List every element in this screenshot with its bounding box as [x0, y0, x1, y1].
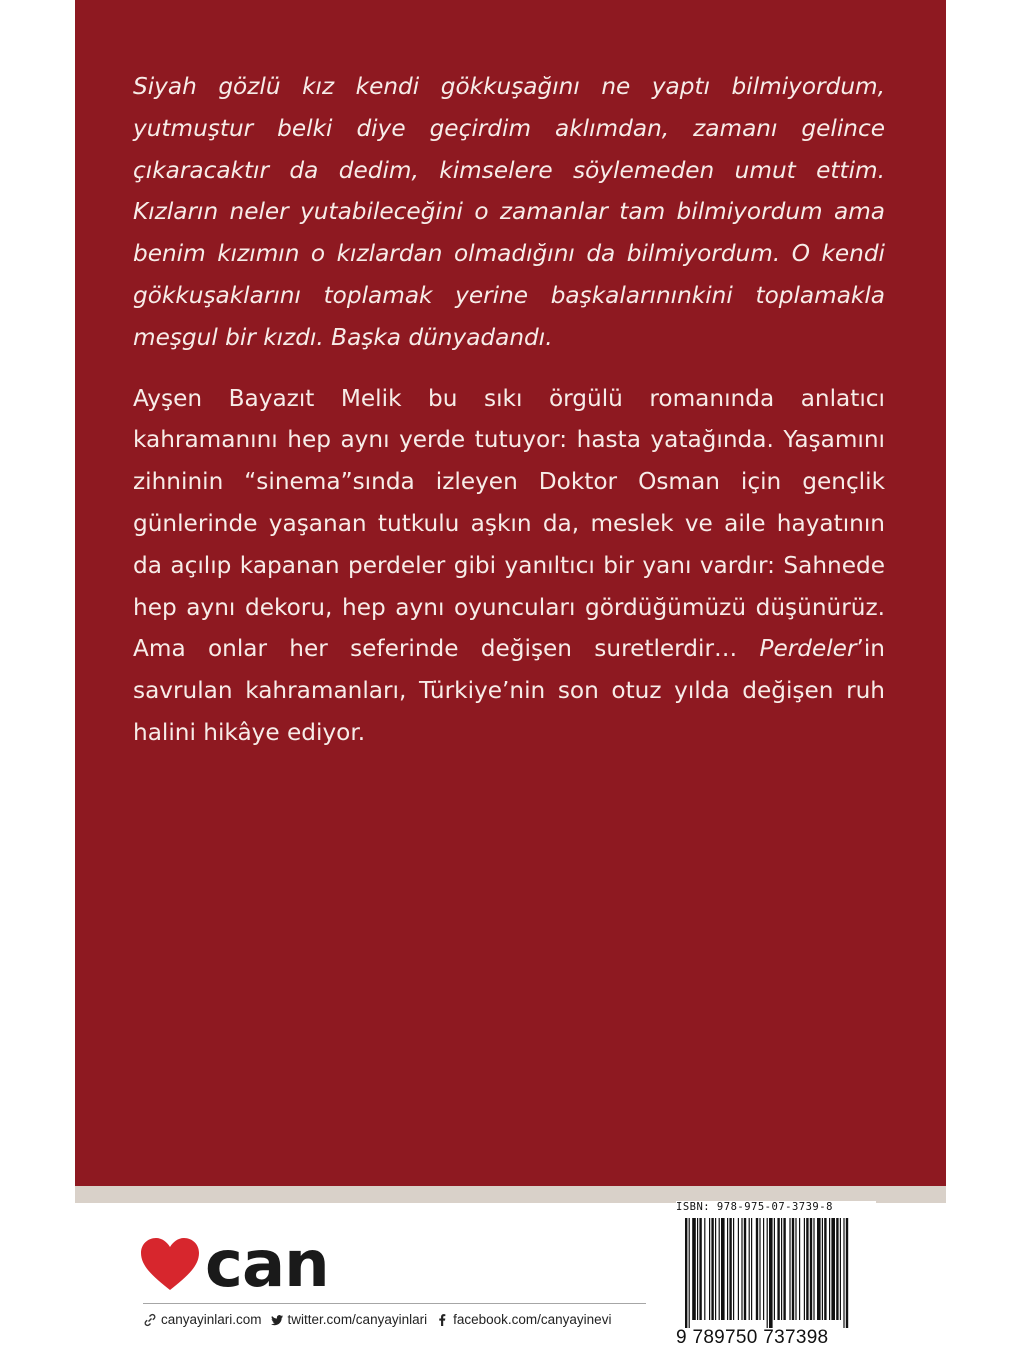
twitter-icon [270, 1313, 284, 1327]
twitter-text: twitter.com/canyayinlari [287, 1312, 428, 1327]
barcode-bar [831, 1218, 835, 1320]
barcode-bar [813, 1218, 814, 1320]
barcode-bar [756, 1218, 758, 1320]
facebook-icon [435, 1313, 449, 1327]
barcode-bar [781, 1218, 782, 1320]
barcode-bar [792, 1218, 794, 1320]
website-link[interactable] [143, 1312, 262, 1327]
barcode-bar [704, 1218, 705, 1320]
barcode-bar [689, 1218, 690, 1328]
barcode-bar [843, 1218, 844, 1328]
website-text: canyayinlari.com [161, 1312, 262, 1327]
barcode-bar [840, 1218, 841, 1320]
barcode-bar [769, 1218, 773, 1328]
barcode-bar [829, 1218, 830, 1320]
barcode-bar [727, 1218, 728, 1320]
barcode-bar [810, 1218, 812, 1320]
blurb-description-paragraph [133, 378, 885, 754]
facebook-link[interactable] [435, 1312, 611, 1327]
barcode-bar [749, 1218, 750, 1320]
barcode-bar [777, 1218, 779, 1320]
barcode-bar [836, 1218, 838, 1320]
barcode-bar [763, 1218, 764, 1320]
barcode-bar [709, 1218, 710, 1320]
barcode-bar [692, 1218, 696, 1320]
barcode-bar [817, 1218, 821, 1320]
barcode-bars [677, 1218, 875, 1328]
barcode-bar [789, 1218, 790, 1320]
barcode-bar [799, 1218, 800, 1320]
heart-icon [137, 1232, 203, 1298]
barcode-bar [699, 1218, 701, 1320]
barcode-bar [774, 1218, 775, 1320]
logo-wordmark: can [205, 1228, 329, 1302]
barcode-bar [767, 1218, 768, 1328]
red-panel [75, 0, 946, 1186]
publisher-logo [137, 1228, 329, 1302]
barcode-bar [806, 1218, 808, 1320]
barcode-bar [822, 1218, 823, 1320]
barcode-bar [824, 1218, 826, 1320]
isbn-barcode [676, 1201, 876, 1346]
isbn-label: ISBN: 978-975-07-3739-8 [676, 1201, 833, 1213]
barcode-bar [685, 1218, 687, 1328]
barcode-bar [729, 1218, 731, 1320]
barcode-bar [697, 1218, 698, 1320]
blurb-italic-paragraph: Siyah gözlü kız kendi gökkuşağını ne yaptı bilmiyordum, yutmuştur belki diye geçirdim aklımdan, zamanı gelince çıkaracaktır da dedim, kimselere söylemeden umut ettim. Kızların neler yutabileceğini o zamanlar tam bilmiyordum ama benim kızımın o kızlardan olmadığını da bilmiyordum. O kendi gökkuşaklarını toplamak yerine başkalarınınkini toplamakla meşgul bir kızdı. Başka dünyadandı. [133, 73, 885, 351]
barcode-bar [738, 1218, 739, 1320]
description-part1: Ayşen Bayazıt Melik bu sıkı örgülü romanında anlatıcı kahramanını hep aynı yerde tutuyor: hasta yatağında. Yaşamını zihninin “sinema”sında izleyen Doktor Osman için gençlik günlerinde yaşanan tutkulu aşkın da, meslek ve aile hayatının da açılıp kapanan perdeler gibi yanıltıcı bir yanı vardır: Sahnede hep aynı dekoru, hep aynı oyuncuları gördüğümüzü düşünürüz. Ama onlar her seferinde değişen suretlerdir… [133, 384, 885, 663]
twitter-link[interactable] [270, 1312, 428, 1327]
barcode-bar [759, 1218, 760, 1320]
barcode-bar [721, 1218, 725, 1320]
blurb-text [133, 66, 885, 754]
barcode-bar [715, 1218, 716, 1320]
barcode-bar [733, 1218, 734, 1320]
footer-divider [143, 1303, 646, 1304]
link-icon [143, 1313, 157, 1327]
barcode-bar [741, 1218, 742, 1320]
barcode-bar [783, 1218, 785, 1320]
barcode-bar [744, 1218, 746, 1320]
barcode-bar [719, 1218, 720, 1320]
back-cover [75, 0, 946, 1360]
barcode-bar [711, 1218, 713, 1320]
barcode-bar [751, 1218, 752, 1320]
facebook-text: facebook.com/canyayinevi [453, 1312, 612, 1327]
book-title: Perdeler [759, 635, 857, 663]
description-part2: ’in savrulan kahramanları, Türkiye’nin son otuz yılda değişen ruh halini hikâye ediyor. [133, 635, 885, 746]
barcode-bar [795, 1218, 796, 1320]
barcode-bar [846, 1218, 848, 1328]
barcode-bar [804, 1218, 805, 1320]
barcode-digits: 9 789750 737398 [676, 1327, 829, 1348]
social-links [143, 1312, 653, 1327]
